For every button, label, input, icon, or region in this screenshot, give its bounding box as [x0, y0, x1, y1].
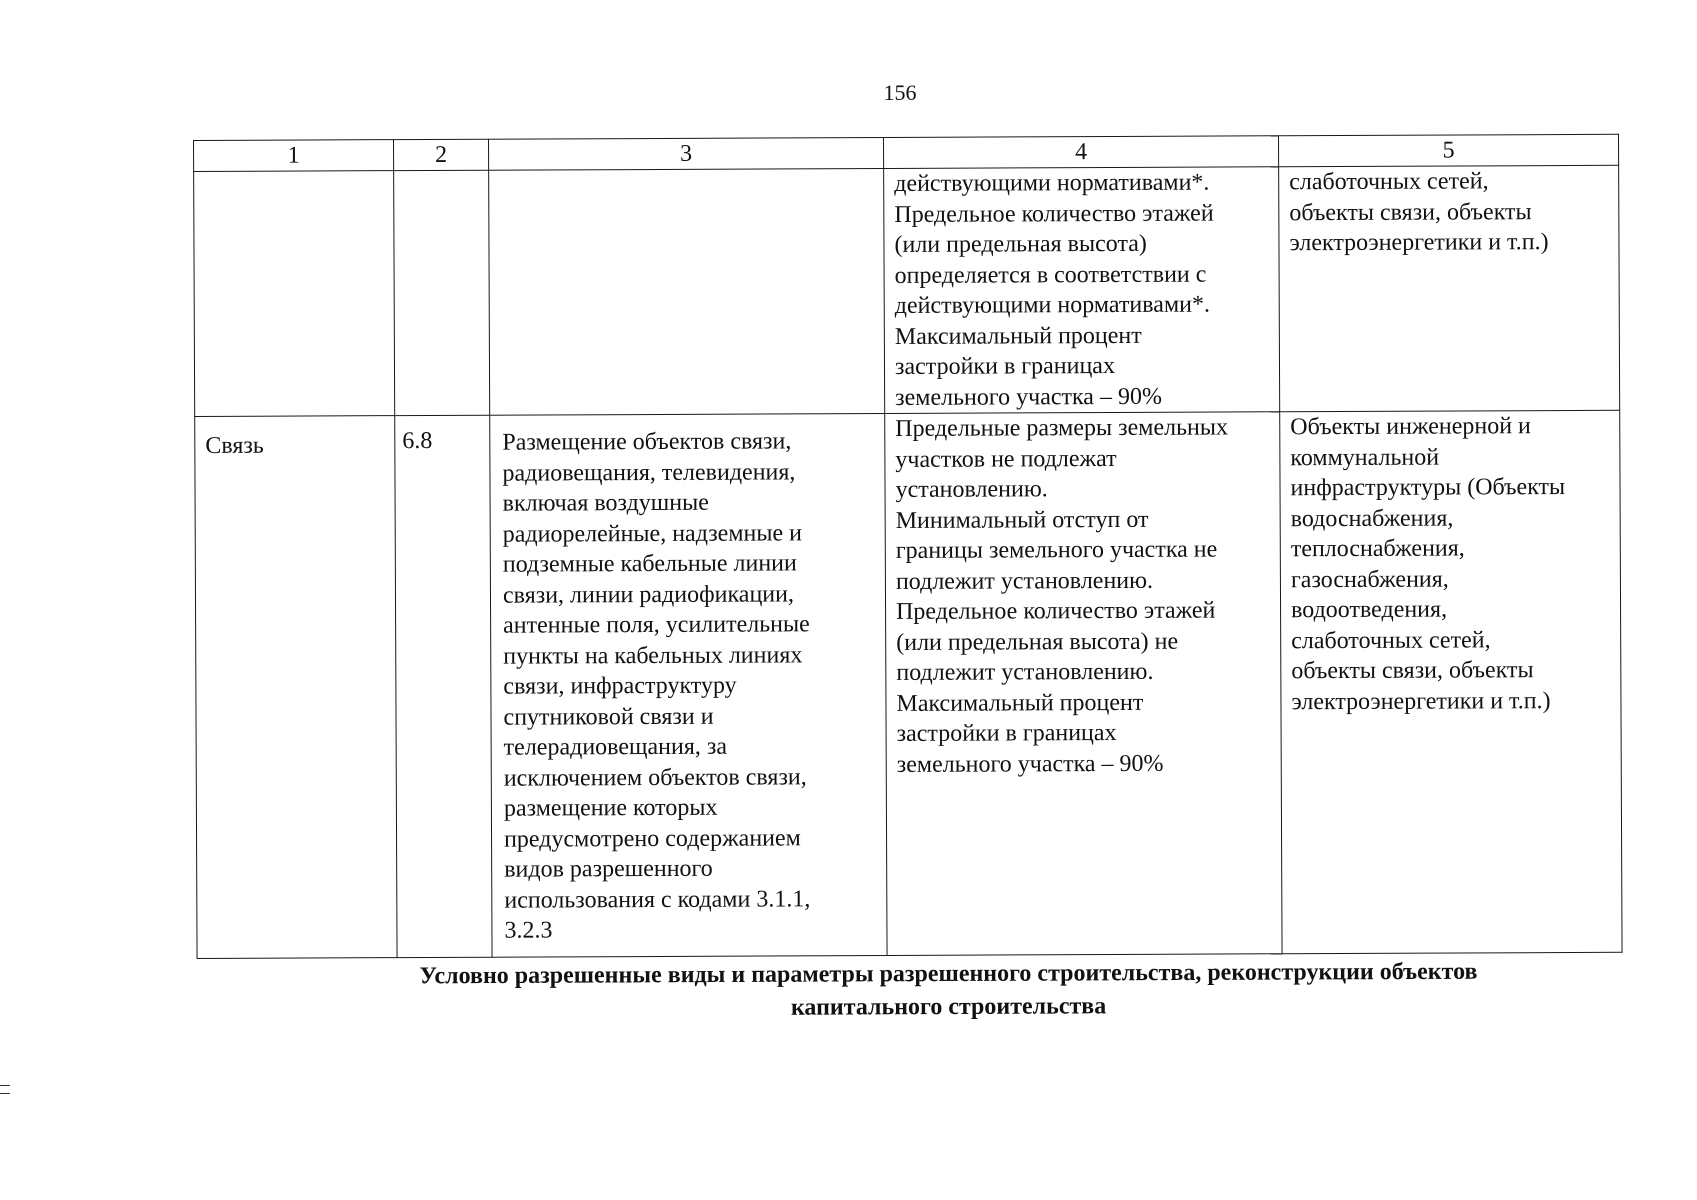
column-header-1: 1: [194, 140, 394, 172]
page-number: 156: [883, 80, 917, 105]
table-row: [195, 410, 1622, 958]
cell-use-name: Связь: [195, 416, 397, 959]
column-header-4: 4: [883, 136, 1278, 169]
cell-use-code: 6.8: [395, 415, 492, 957]
regulations-table: [193, 134, 1623, 959]
cell-auxiliary-uses: Объекты инженерной и коммунальной инфраструктуры (Объекты водоснабжения, теплоснабжения, газоснабжения, водоотведения, слаботочных сетей, объекты связи, объекты электроэнергетики и т.п.): [1280, 410, 1622, 953]
cell-use-code: [394, 170, 490, 415]
column-header-2: 2: [394, 139, 489, 170]
cell-use-name: [194, 171, 395, 417]
table-row-continued: [194, 165, 1620, 416]
section-heading-line-1: Условно разрешенные виды и параметры разрешенного строительства, реконструкции объектов: [419, 958, 1478, 990]
cell-parameters: действующими нормативами*. Предельное количество этажей (или предельная высота) определяется в соответствии с действующими нормативами*. Максимальный процент застройки в границах земельного участка – 90%: [884, 167, 1280, 414]
column-header-3: 3: [488, 137, 883, 170]
margin-mark: [0, 1085, 10, 1094]
cell-auxiliary-uses: слаботочных сетей, объекты связи, объекты электроэнергетики и т.п.): [1279, 165, 1620, 411]
section-heading: [0, 954, 1697, 1028]
column-header-5: 5: [1278, 134, 1618, 166]
cell-parameters: Предельные размеры земельных участков не подлежат установлению. Минимальный отступ от границы земельного участка не подлежит установлению. Предельное количество этажей (или предельная высота) не подлежит установлению. Максимальный процент застройки в границах земельного участка – 90%: [885, 412, 1282, 956]
cell-use-description: Размещение объектов связи, радиовещания, телевидения, включая воздушные радиорелейные, надземные и подземные кабельные линии связи, линии радиофикации, антенные поля, усилительные пункты на кабельных линиях связи, инфраструктуру спутниковой связи и телерадиовещания, за исключением объектов связи, размещение которых предусмотрено содержанием видов разрешенного использования с кодами 3.1.1, 3.2.3: [490, 413, 887, 957]
cell-use-description: [489, 168, 885, 415]
section-heading-line-2: капитального строительства: [790, 993, 1107, 1021]
